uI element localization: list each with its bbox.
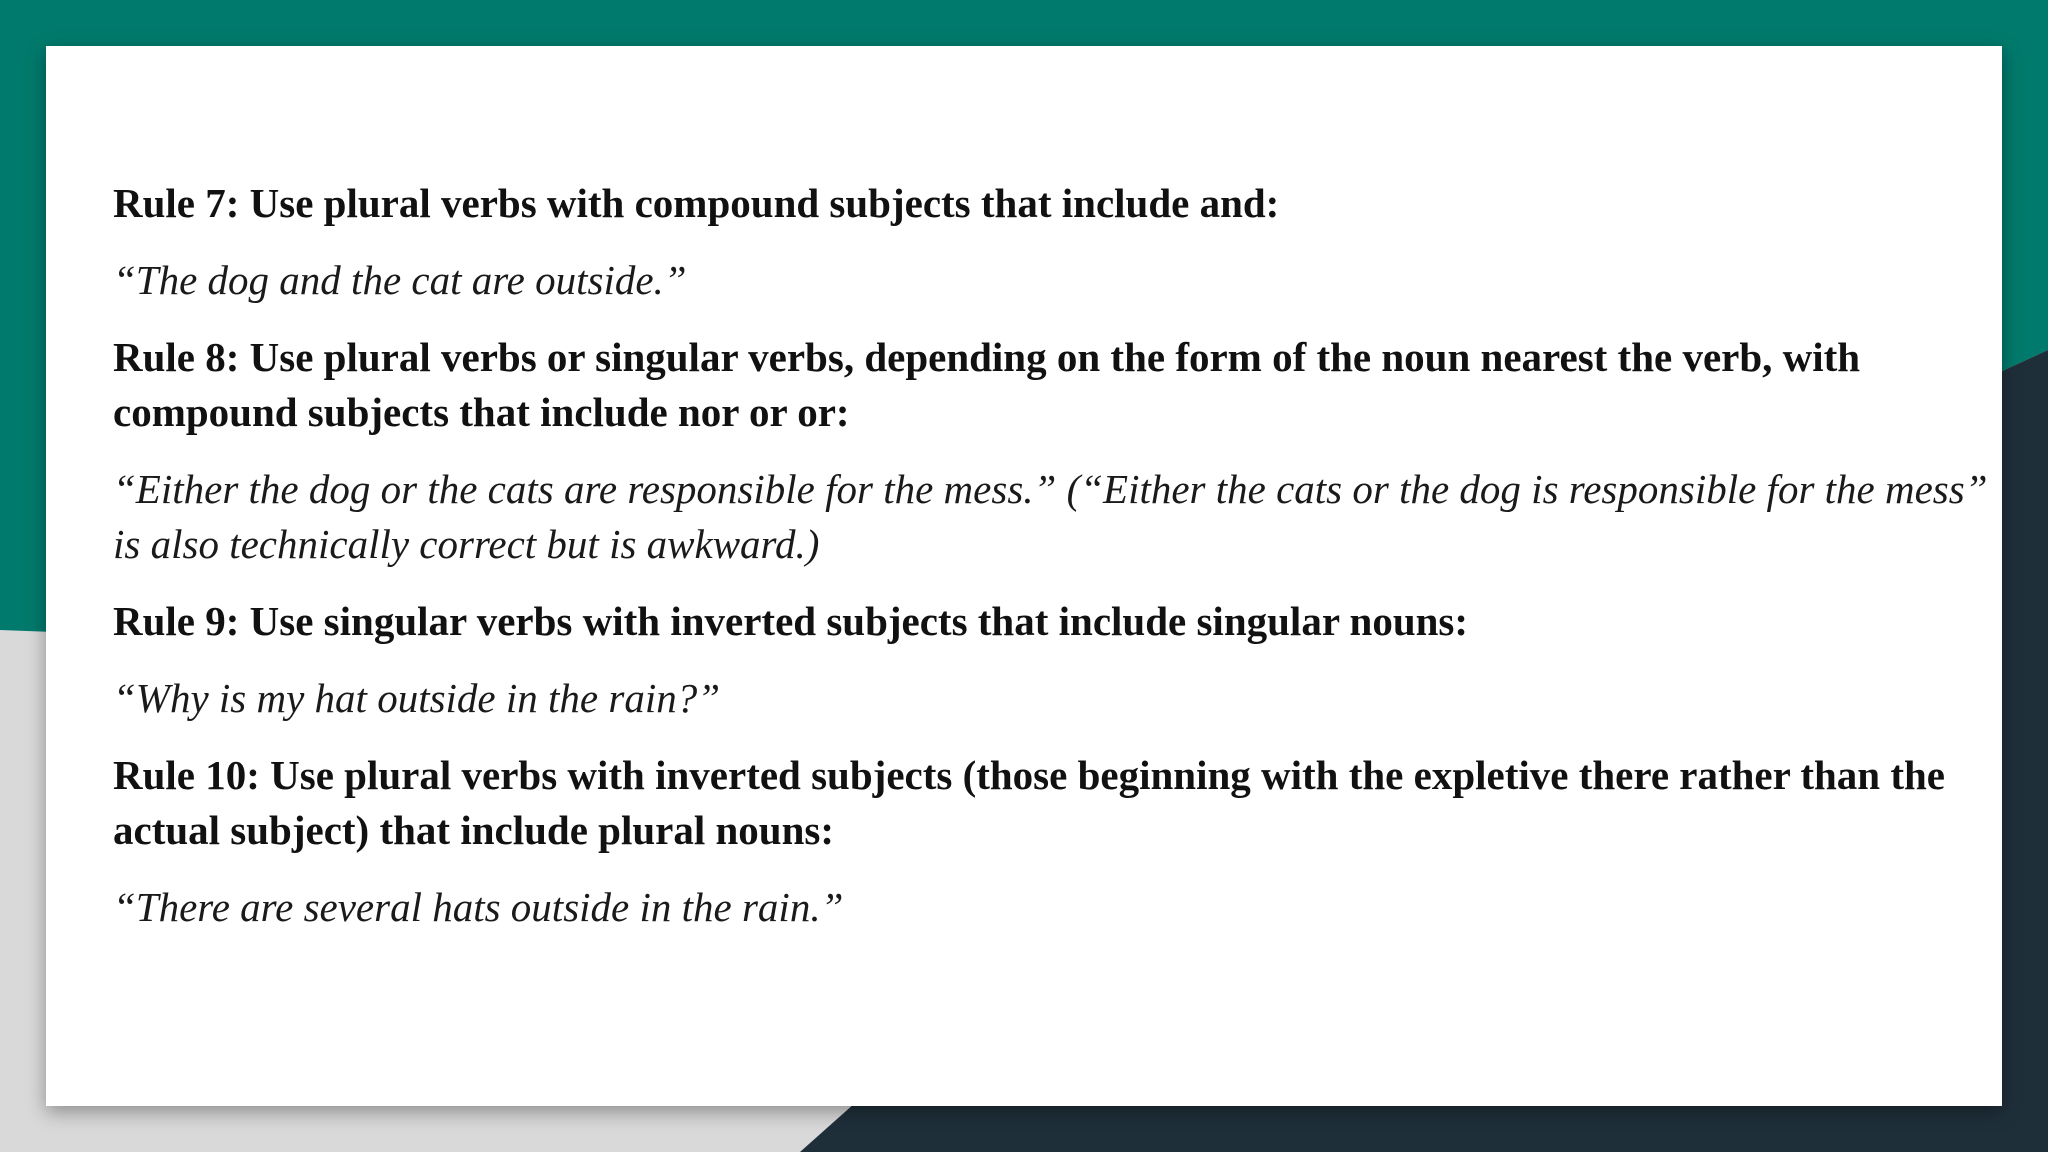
rule-8-heading: Rule 8: Use plural verbs or singular verbs, depending on the form of the noun nearest the verb, with compound subjects that include nor or or: bbox=[113, 334, 1861, 435]
rule-9-example: “Why is my hat outside in the rain?” bbox=[113, 675, 721, 721]
rules-content bbox=[113, 176, 1993, 935]
rule-10-heading: Rule 10: Use plural verbs with inverted subjects (those beginning with the expletive there rather than the actual subject) that include plural nouns: bbox=[113, 752, 1945, 853]
rule-7-heading: Rule 7: Use plural verbs with compound subjects that include and: bbox=[113, 180, 1280, 226]
rule-8-example: “Either the dog or the cats are responsible for the mess.” (“Either the cats or the dog is responsible for the mess” is also technically correct but is awkward.) bbox=[113, 466, 1988, 567]
rule-7-example: “The dog and the cat are outside.” bbox=[113, 257, 687, 303]
rule-10-example: “There are several hats outside in the rain.” bbox=[113, 884, 844, 930]
slide-card bbox=[46, 46, 2002, 1106]
rule-9-heading: Rule 9: Use singular verbs with inverted subjects that include singular nouns: bbox=[113, 598, 1469, 644]
